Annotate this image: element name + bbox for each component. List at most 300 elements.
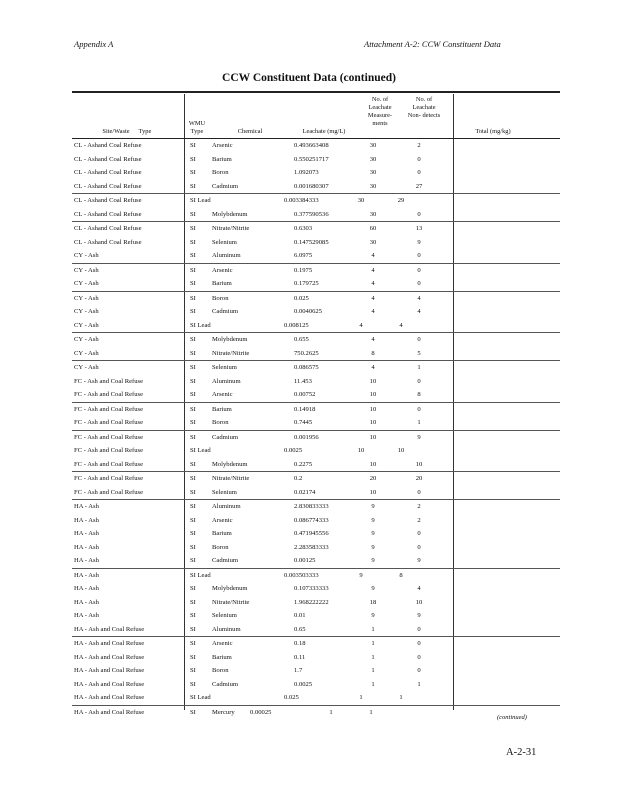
cell-measurements: 10 <box>369 460 377 468</box>
cell-leachate: 0.0025 <box>294 680 313 688</box>
col-site-waste: Site/Waste <box>102 128 130 135</box>
cell-site-waste: HA - Ash and Coal Refuse <box>74 708 145 716</box>
cell-leachate: 0.655 <box>294 336 309 343</box>
cell-chemical: Molybdenum <box>212 210 248 218</box>
cell-nondetects: 1 <box>399 694 403 701</box>
cell-site-waste: CL - Ashand Coal Refuse <box>74 197 142 204</box>
cell-wmu-type: SI <box>190 503 196 510</box>
table-row <box>72 499 560 514</box>
cell-chemical: Selenium <box>212 488 237 496</box>
cell-site-waste: HA - Ash <box>74 571 99 579</box>
cell-wmu-type: SI <box>190 391 196 398</box>
cell-site-waste: HA - Ash <box>74 585 99 592</box>
cell-nondetects: 0 <box>417 336 421 343</box>
cell-measurements: 10 <box>369 391 377 398</box>
table-row <box>72 554 560 568</box>
cell-measurements: 4 <box>371 336 375 343</box>
cell-chemical: Nitrate/Nitrite <box>212 598 250 606</box>
cell-site-waste: FC - Ash and Coal Refuse <box>74 377 144 385</box>
cell-measurements: 10 <box>369 488 377 496</box>
cell-measurements: 30 <box>369 155 377 163</box>
col-nondetects: No. of Leachate Non- detects <box>407 96 441 119</box>
cell-chemical: Arsenic <box>212 516 233 524</box>
cell-chemical: Nitrate/Nitrite <box>212 475 250 482</box>
table-row <box>72 375 560 389</box>
cell-measurements: 9 <box>371 503 375 510</box>
cell-site-waste: CY - Ash <box>74 364 99 371</box>
cell-wmu-type: SI <box>190 308 196 315</box>
table-row <box>72 153 560 167</box>
page-title: CCW Constituent Data (continued) <box>222 72 396 84</box>
cell-measurements: 10 <box>369 419 377 426</box>
cell-chemical: Boron <box>212 419 229 426</box>
cell-leachate: 0.1975 <box>294 266 313 274</box>
cell-leachate: 2.283583333 <box>294 543 329 551</box>
cell-nondetects: 0 <box>417 266 421 274</box>
table-row <box>72 596 560 610</box>
cell-wmu-type: SI <box>190 142 196 149</box>
table-body <box>72 139 560 719</box>
cell-measurements: 10 <box>369 405 377 413</box>
table-row <box>72 221 560 236</box>
cell-chemical: Barium <box>212 530 232 537</box>
cell-nondetects: 1 <box>417 680 421 688</box>
table-row <box>72 514 560 528</box>
cell-nondetects: 0 <box>417 169 421 176</box>
table-row <box>72 193 560 208</box>
cell-leachate: 0.001680307 <box>294 182 329 190</box>
table-row <box>72 277 560 291</box>
cell-chemical: Selenium <box>212 612 237 619</box>
cell-wmu-type: SI <box>190 238 196 246</box>
cell-measurements: 1 <box>371 625 375 633</box>
table-row <box>72 444 560 458</box>
cell-leachate: 0.025 <box>294 294 309 302</box>
cell-site-waste: FC - Ash and Coal Refuse <box>74 488 144 496</box>
col-type: Type <box>138 128 152 135</box>
cell-leachate: 0.493663408 <box>294 142 329 149</box>
cell-wmu-type: SI <box>190 294 196 302</box>
table-row <box>72 166 560 180</box>
cell-leachate: 0.00752 <box>294 391 316 398</box>
cell-site-waste: FC - Ash and Coal Refuse <box>74 391 144 398</box>
cell-chemical: Nitrate/Nitrite <box>212 349 250 357</box>
cell-wmu-type: SI <box>190 598 196 606</box>
cell-chemical: Molybdenum <box>212 585 248 592</box>
cell-measurements: 10 <box>369 433 377 441</box>
cell-site-waste: CL - Ashand Coal Refuse <box>74 210 142 218</box>
cell-chemical: Aluminum <box>212 625 241 633</box>
table-row <box>72 705 560 720</box>
cell-site-waste: HA - Ash and Coal Refuse <box>74 640 145 647</box>
cell-nondetects: 0 <box>417 530 421 537</box>
cell-site-waste: CL - Ashand Coal Refuse <box>74 225 142 232</box>
cell-leachate: 0.2275 <box>294 460 313 468</box>
table-row <box>72 458 560 472</box>
cell-nondetects: 0 <box>417 667 421 674</box>
cell-leachate: 0.00125 <box>294 557 316 564</box>
table-row <box>72 486 560 500</box>
cell-nondetects: 10 <box>415 598 423 606</box>
cell-chemical: Cadmium <box>212 182 239 190</box>
table-row <box>72 664 560 678</box>
table-top-rule <box>72 91 560 93</box>
cell-site-waste: CL - Ashand Coal Refuse <box>74 238 142 246</box>
cell-chemical: Mercury <box>212 708 235 716</box>
cell-measurements: 9 <box>371 530 375 537</box>
cell-nondetects: 0 <box>417 405 421 413</box>
cell-chemical: Molybdenum <box>212 460 248 468</box>
cell-nondetects: 9 <box>417 557 421 564</box>
table-row <box>72 319 560 333</box>
cell-nondetects: 8 <box>399 571 403 579</box>
cell-nondetects: 0 <box>417 653 421 661</box>
cell-wmu-type: SI <box>190 460 196 468</box>
table-row <box>72 249 560 263</box>
cell-site-waste: CL - Ashand Coal Refuse <box>74 182 142 190</box>
cell-chemical: Boron <box>212 543 229 551</box>
table-row <box>72 609 560 623</box>
cell-measurements: 4 <box>359 321 363 329</box>
cell-wmu-type: SI <box>190 155 196 163</box>
cell-leachate: 1.7 <box>294 667 303 674</box>
cell-nondetects: 27 <box>415 182 423 190</box>
cell-wmu-type: SI Lead <box>190 321 211 329</box>
cell-measurements: 30 <box>369 182 377 190</box>
cell-wmu-type: SI <box>190 530 196 537</box>
cell-wmu-type: SI <box>190 612 196 619</box>
cell-measurements: 8 <box>371 349 375 357</box>
col-chemical: Chemical <box>237 128 263 135</box>
cell-wmu-type: SI <box>190 640 196 647</box>
cell-chemical: Aluminum <box>212 377 241 385</box>
cell-site-waste: CY - Ash <box>74 266 99 274</box>
cell-wmu-type: SI <box>190 419 196 426</box>
cell-measurements: 30 <box>369 169 377 176</box>
cell-site-waste: CL - Ashand Coal Refuse <box>74 142 142 149</box>
continued-note: (continued) <box>497 714 527 721</box>
cell-measurements: 1 <box>371 680 375 688</box>
cell-leachate: 2.830833333 <box>294 503 329 510</box>
cell-measurements: 9 <box>371 585 375 592</box>
cell-wmu-type: SI <box>190 557 196 564</box>
cell-chemical: Barium <box>212 280 232 287</box>
cell-nondetects: 0 <box>417 543 421 551</box>
cell-leachate: 0.008125 <box>284 321 309 329</box>
cell-wmu-type: SI <box>190 182 196 190</box>
cell-chemical: Arsenic <box>212 266 233 274</box>
cell-site-waste: HA - Ash <box>74 557 99 564</box>
table-row <box>72 305 560 319</box>
cell-measurements: 9 <box>371 557 375 564</box>
cell-leachate: 0.003384333 <box>284 197 319 204</box>
cell-wmu-type: SI Lead <box>190 571 211 579</box>
table-row <box>72 263 560 278</box>
cell-wmu-type: SI <box>190 225 196 232</box>
cell-leachate: 0.147529085 <box>294 238 329 246</box>
cell-leachate: 1.968222222 <box>294 598 329 606</box>
cell-chemical: Cadmium <box>212 308 239 315</box>
cell-nondetects: 4 <box>417 308 421 315</box>
cell-site-waste: CY - Ash <box>74 294 99 302</box>
cell-measurements: 9 <box>371 516 375 524</box>
cell-chemical: Boron <box>212 294 229 302</box>
cell-wmu-type: SI <box>190 475 196 482</box>
cell-measurements: 9 <box>371 543 375 551</box>
cell-nondetects: 0 <box>417 640 421 647</box>
cell-nondetects: 0 <box>417 280 421 287</box>
cell-measurements: 1 <box>359 694 363 701</box>
cell-leachate: 0.14918 <box>294 405 316 413</box>
cell-nondetects: 9 <box>417 433 421 441</box>
cell-site-waste: HA - Ash and Coal Refuse <box>74 653 145 661</box>
table-row <box>72 582 560 596</box>
cell-leachate: 0.00025 <box>250 708 272 716</box>
table-row <box>72 430 560 445</box>
cell-site-waste: CY - Ash <box>74 280 99 287</box>
cell-site-waste: CY - Ash <box>74 336 99 343</box>
cell-measurements: 1 <box>371 640 375 647</box>
cell-nondetects: 29 <box>397 197 405 204</box>
cell-leachate: 6.0975 <box>294 252 313 259</box>
cell-chemical: Nitrate/Nitrite <box>212 225 250 232</box>
cell-nondetects: 13 <box>415 225 423 232</box>
cell-measurements: 30 <box>369 142 377 149</box>
cell-measurements: 9 <box>371 612 375 619</box>
cell-leachate: 0.107333333 <box>294 585 329 592</box>
cell-site-waste: CY - Ash <box>74 349 99 357</box>
table-row <box>72 360 560 375</box>
cell-measurements: 1 <box>371 653 375 661</box>
cell-wmu-type: SI <box>190 405 196 413</box>
table-row <box>72 651 560 665</box>
cell-measurements: 4 <box>371 308 375 315</box>
cell-leachate: 0.65 <box>294 625 306 633</box>
cell-site-waste: HA - Ash <box>74 612 99 619</box>
cell-leachate: 0.086774333 <box>294 516 329 524</box>
cell-chemical: Barium <box>212 405 232 413</box>
cell-site-waste: HA - Ash and Coal Refuse <box>74 694 145 701</box>
cell-wmu-type: SI <box>190 585 196 592</box>
table-row <box>72 678 560 692</box>
cell-measurements: 30 <box>357 197 365 204</box>
table-row <box>72 568 560 583</box>
cell-chemical: Cadmium <box>212 433 239 441</box>
cell-site-waste: HA - Ash <box>74 516 99 524</box>
table-row <box>72 527 560 541</box>
cell-leachate: 0.550251717 <box>294 155 329 163</box>
cell-chemical: Arsenic <box>212 142 233 149</box>
page-number: A-2-31 <box>506 747 537 758</box>
cell-nondetects: 0 <box>417 155 421 163</box>
cell-wmu-type: SI <box>190 680 196 688</box>
cell-measurements: 10 <box>369 377 377 385</box>
cell-nondetects: 0 <box>417 488 421 496</box>
cell-nondetects: 4 <box>417 294 421 302</box>
cell-leachate: 0.02174 <box>294 488 316 496</box>
cell-measurements: 4 <box>371 266 375 274</box>
cell-nondetects: 4 <box>399 321 403 329</box>
cell-measurements: 1 <box>371 667 375 674</box>
cell-wmu-type: SI <box>190 266 196 274</box>
cell-nondetects: 5 <box>417 349 421 357</box>
col-leachate: Leachate (mg/L) <box>302 128 346 135</box>
cell-nondetects: 9 <box>417 612 421 619</box>
cell-nondetects: 1 <box>417 364 421 371</box>
cell-nondetects: 2 <box>417 516 421 524</box>
cell-chemical: Cadmium <box>212 680 239 688</box>
cell-leachate: 0.2 <box>294 475 303 482</box>
cell-site-waste: FC - Ash and Coal Refuse <box>74 405 144 413</box>
cell-wmu-type: SI <box>190 349 196 357</box>
cell-wmu-type: SI <box>190 336 196 343</box>
cell-site-waste: HA - Ash and Coal Refuse <box>74 667 145 674</box>
cell-site-waste: CY - Ash <box>74 252 99 259</box>
cell-measurements: 4 <box>371 280 375 287</box>
cell-chemical: Aluminum <box>212 503 241 510</box>
cell-measurements: 1 <box>329 708 333 716</box>
cell-leachate: 750.2625 <box>294 349 319 357</box>
table-row <box>72 180 560 194</box>
cell-measurements: 30 <box>369 210 377 218</box>
cell-nondetects: 1 <box>369 708 373 716</box>
cell-site-waste: HA - Ash <box>74 503 99 510</box>
table-row <box>72 332 560 347</box>
cell-chemical: Selenium <box>212 364 237 371</box>
cell-nondetects: 4 <box>417 585 421 592</box>
cell-site-waste: CY - Ash <box>74 308 99 315</box>
cell-leachate: 0.025 <box>284 694 299 701</box>
cell-wmu-type: SI <box>190 653 196 661</box>
cell-measurements: 20 <box>369 475 377 482</box>
cell-leachate: 0.086575 <box>294 364 319 371</box>
cell-chemical: Barium <box>212 155 232 163</box>
cell-wmu-type: SI <box>190 169 196 176</box>
cell-leachate: 0.18 <box>294 640 306 647</box>
cell-leachate: 0.11 <box>294 653 306 661</box>
cell-site-waste: FC - Ash and Coal Refuse <box>74 475 144 482</box>
cell-site-waste: FC - Ash and Coal Refuse <box>74 460 144 468</box>
cell-wmu-type: SI <box>190 516 196 524</box>
table-row <box>72 416 560 430</box>
cell-nondetects: 20 <box>415 475 423 482</box>
cell-measurements: 30 <box>369 238 377 246</box>
cell-wmu-type: SI Lead <box>190 447 211 454</box>
cell-wmu-type: SI <box>190 433 196 441</box>
table-row <box>72 402 560 417</box>
col-wmu-type: WMU Type <box>188 120 206 135</box>
cell-leachate: 0.003503333 <box>284 571 319 579</box>
cell-nondetects: 0 <box>417 210 421 218</box>
cell-wmu-type: SI <box>190 488 196 496</box>
cell-wmu-type: SI <box>190 667 196 674</box>
cell-site-waste: HA - Ash and Coal Refuse <box>74 680 145 688</box>
cell-measurements: 60 <box>369 225 377 232</box>
table-row <box>72 541 560 555</box>
cell-leachate: 0.0040625 <box>294 308 323 315</box>
col-total: Total (mg/kg) <box>475 128 511 135</box>
cell-nondetects: 10 <box>415 460 423 468</box>
cell-wmu-type: SI <box>190 210 196 218</box>
cell-site-waste: FC - Ash and Coal Refuse <box>74 419 144 426</box>
cell-site-waste: HA - Ash and Coal Refuse <box>74 625 145 633</box>
cell-nondetects: 1 <box>417 419 421 426</box>
header-appendix: Appendix A <box>74 39 114 49</box>
cell-site-waste: FC - Ash and Coal Refuse <box>74 433 144 441</box>
cell-site-waste: CL - Ashand Coal Refuse <box>74 155 142 163</box>
table-row <box>72 636 560 651</box>
cell-leachate: 0.7445 <box>294 419 313 426</box>
header-attachment: Attachment A-2: CCW Constituent Data <box>364 39 501 49</box>
cell-site-waste: CY - Ash <box>74 321 99 329</box>
cell-measurements: 18 <box>369 598 377 606</box>
cell-leachate: 11.453 <box>294 377 312 385</box>
cell-nondetects: 2 <box>417 503 421 510</box>
cell-chemical: Barium <box>212 653 232 661</box>
cell-site-waste: FC - Ash and Coal Refuse <box>74 447 144 454</box>
table-row <box>72 623 560 637</box>
cell-leachate: 0.0025 <box>284 447 303 454</box>
cell-nondetects: 10 <box>397 447 405 454</box>
table-row <box>72 691 560 705</box>
cell-wmu-type: SI Lead <box>190 694 211 701</box>
cell-chemical: Arsenic <box>212 391 233 398</box>
cell-wmu-type: SI <box>190 364 196 371</box>
cell-leachate: 0.01 <box>294 612 306 619</box>
cell-wmu-type: SI Lead <box>190 197 211 204</box>
cell-nondetects: 0 <box>417 625 421 633</box>
cell-site-waste: CL - Ashand Coal Refuse <box>74 169 142 176</box>
cell-wmu-type: SI <box>190 252 196 259</box>
cell-leachate: 1.092073 <box>294 169 319 176</box>
constituent-table <box>72 94 560 719</box>
cell-measurements: 4 <box>371 364 375 371</box>
cell-chemical: Boron <box>212 169 229 176</box>
cell-chemical: Aluminum <box>212 252 241 259</box>
cell-chemical: Selenium <box>212 238 237 246</box>
table-row <box>72 291 560 306</box>
cell-measurements: 4 <box>371 252 375 259</box>
table-row <box>72 208 560 222</box>
table-row <box>72 471 560 486</box>
cell-leachate: 0.6303 <box>294 225 313 232</box>
table-row <box>72 388 560 402</box>
cell-wmu-type: SI <box>190 708 196 716</box>
cell-site-waste: HA - Ash <box>74 543 99 551</box>
cell-chemical: Cadmium <box>212 557 239 564</box>
table-row <box>72 139 560 153</box>
cell-site-waste: HA - Ash <box>74 598 99 606</box>
cell-nondetects: 0 <box>417 252 421 259</box>
cell-nondetects: 9 <box>417 238 421 246</box>
cell-chemical: Arsenic <box>212 640 233 647</box>
cell-chemical: Molybdenum <box>212 336 248 343</box>
table-row <box>72 236 560 250</box>
cell-leachate: 0.001956 <box>294 433 319 441</box>
cell-wmu-type: SI <box>190 280 196 287</box>
cell-chemical: Boron <box>212 667 229 674</box>
col-measurements: No. of Leachate Measure- ments <box>367 96 393 127</box>
cell-measurements: 10 <box>357 447 365 454</box>
cell-leachate: 0.471945556 <box>294 530 329 537</box>
cell-nondetects: 8 <box>417 391 421 398</box>
cell-leachate: 0.377590536 <box>294 210 329 218</box>
table-header <box>72 94 560 139</box>
cell-nondetects: 0 <box>417 377 421 385</box>
cell-wmu-type: SI <box>190 543 196 551</box>
cell-wmu-type: SI <box>190 625 196 633</box>
cell-site-waste: HA - Ash <box>74 530 99 537</box>
